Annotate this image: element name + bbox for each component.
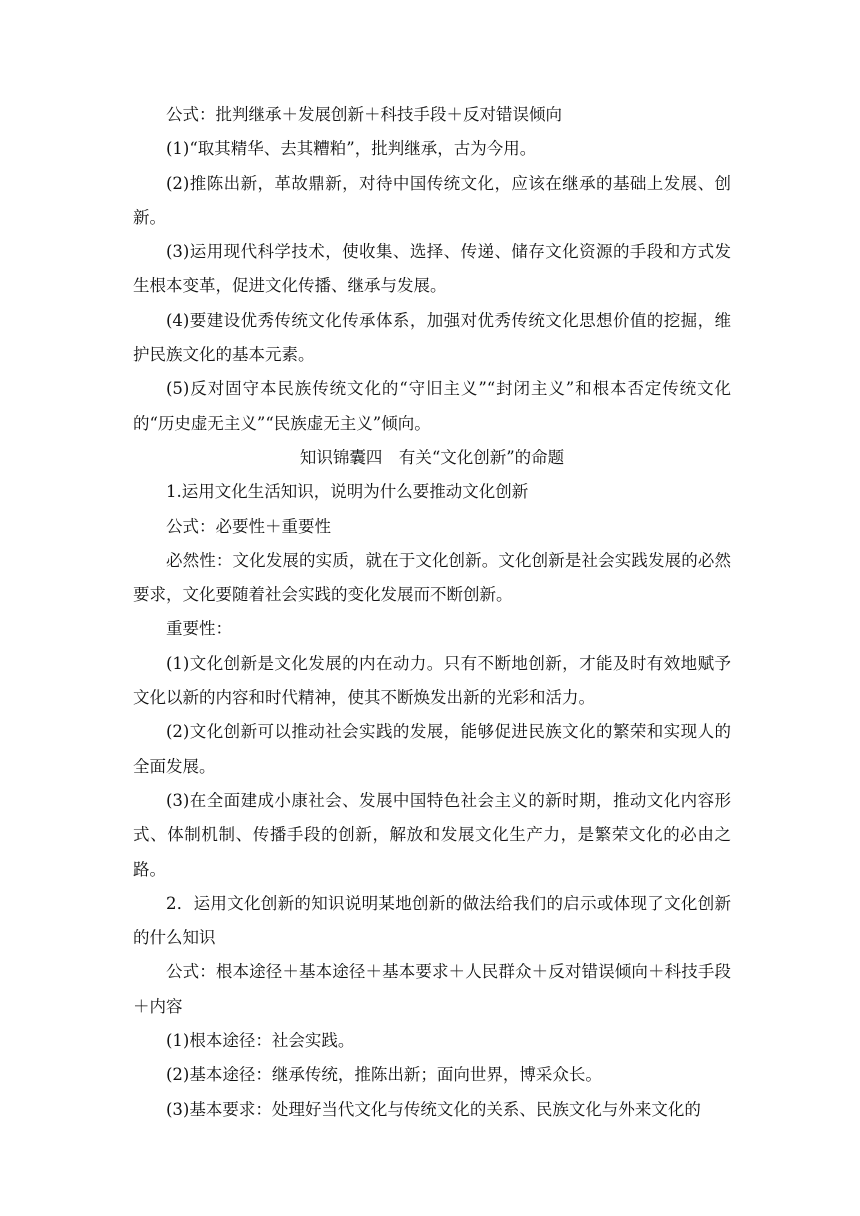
- document-body: [133, 98, 731, 1127]
- section-heading: 知识锦囊四 有关“文化创新”的命题: [299, 447, 565, 467]
- question-heading: 2．运用文化创新的知识说明某地创新的做法给我们的启示或体现了文化创新的什么知识: [133, 893, 731, 948]
- paragraph: (3)运用现代科学技术，使收集、选择、传递、储存文化资源的手段和方式发生根本变革，促进文化传播、继承与发展。: [133, 242, 731, 296]
- paragraph: 必然性：文化发展的实质，就在于文化创新。文化创新是社会实践发展的必然要求，文化要随着社会实践的变化发展而不断创新。: [133, 550, 731, 605]
- paragraph: (5)反对固守本民族传统文化的“守旧主义”“封闭主义”和根本否定传统文化的“历史虚无主义”“民族虚无主义”倾向。: [133, 379, 731, 433]
- paragraph: (1)文化创新是文化发展的内在动力。只有不断地创新，才能及时有效地赋予文化以新的内容和时代精神，使其不断焕发出新的光彩和活力。: [133, 653, 731, 708]
- paragraph: (3)基本要求：处理好当代文化与传统文化的关系、民族文化与外来文化的: [166, 1099, 701, 1119]
- paragraph: (2)基本途径：继承传统，推陈出新；面向世界，博采众长。: [166, 1065, 602, 1085]
- paragraph: 重要性：: [166, 619, 232, 639]
- formula-line: 公式：批判继承＋发展创新＋科技手段＋反对错误倾向: [166, 105, 562, 124]
- formula-line: 公式：根本途径＋基本途径＋基本要求＋人民群众＋反对错误倾向＋科技手段＋内容: [133, 962, 731, 1016]
- paragraph: (1)根本途径：社会实践。: [166, 1031, 355, 1051]
- formula-line: 公式：必要性＋重要性: [166, 516, 331, 536]
- question-heading: 1.运用文化生活知识，说明为什么要推动文化创新: [166, 482, 529, 502]
- paragraph: (4)要建设优秀传统文化传承体系，加强对优秀传统文化思想价值的挖掘，维护民族文化的基本元素。: [133, 310, 731, 365]
- paragraph: (2)文化创新可以推动社会实践的发展，能够促进民族文化的繁荣和实现人的全面发展。: [133, 722, 731, 776]
- paragraph: (1)“取其精华、去其糟粕”，批判继承，古为今用。: [166, 139, 537, 159]
- paragraph: (3)在全面建成小康社会、发展中国特色社会主义的新时期，推动文化内容形式、体制机制、传播手段的创新，解放和发展文化生产力，是繁荣文化的必由之路。: [133, 790, 731, 879]
- paragraph: (2)推陈出新，革故鼎新，对待中国传统文化，应该在继承的基础上发展、创新。: [133, 173, 731, 227]
